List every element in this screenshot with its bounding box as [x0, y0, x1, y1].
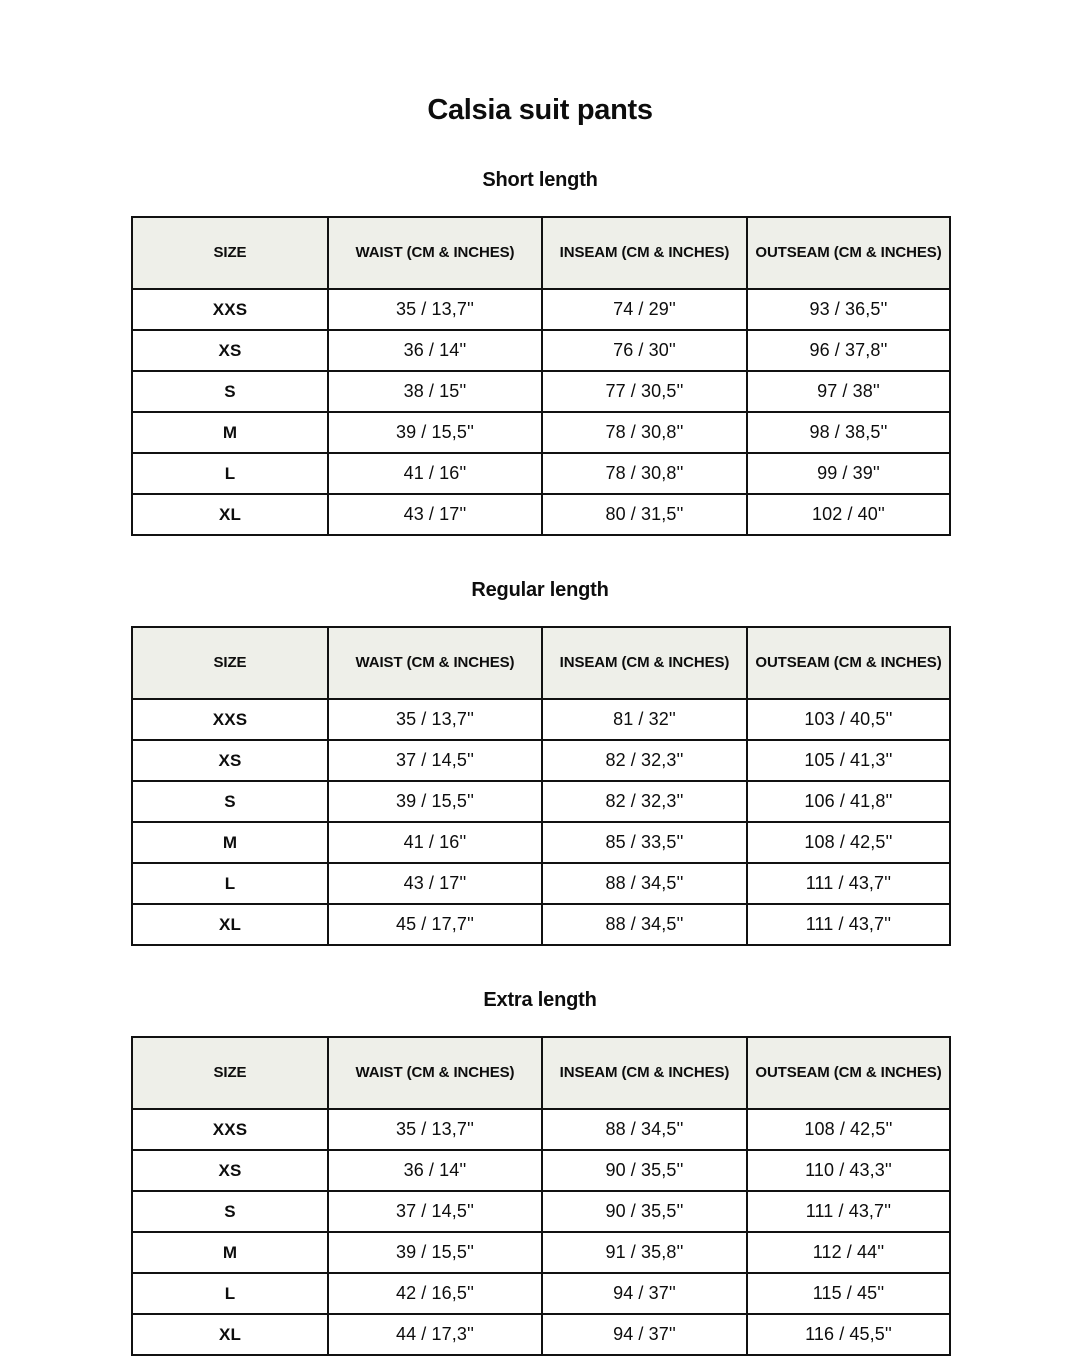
cell-outseam: 93 / 36,5'': [747, 289, 950, 330]
table-row: [132, 412, 950, 453]
cell-outseam: 111 / 43,7'': [747, 904, 950, 945]
cell-waist: 41 / 16'': [328, 822, 542, 863]
cell-size: M: [132, 822, 328, 863]
size-section-short: [0, 127, 1080, 536]
column-header-size: SIZE: [132, 217, 328, 289]
table-row: [132, 371, 950, 412]
cell-outseam: 102 / 40'': [747, 494, 950, 535]
cell-size: XS: [132, 740, 328, 781]
column-header-outseam: OUTSEAM (CM & INCHES): [747, 1037, 950, 1109]
size-table-extra: [131, 1036, 951, 1356]
cell-inseam: 80 / 31,5'': [542, 494, 747, 535]
table-row: [132, 904, 950, 945]
cell-waist: 42 / 16,5'': [328, 1273, 542, 1314]
cell-waist: 45 / 17,7'': [328, 904, 542, 945]
cell-inseam: 78 / 30,8'': [542, 412, 747, 453]
cell-size: XXS: [132, 289, 328, 330]
cell-outseam: 106 / 41,8'': [747, 781, 950, 822]
cell-waist: 36 / 14'': [328, 1150, 542, 1191]
table-row: [132, 781, 950, 822]
size-section-extra: [0, 946, 1080, 1356]
cell-size: S: [132, 1191, 328, 1232]
cell-inseam: 82 / 32,3'': [542, 781, 747, 822]
table-row: [132, 1109, 950, 1150]
cell-waist: 44 / 17,3'': [328, 1314, 542, 1355]
cell-waist: 41 / 16'': [328, 453, 542, 494]
cell-size: XS: [132, 1150, 328, 1191]
page-title: Calsia suit pants: [427, 94, 653, 126]
cell-size: S: [132, 781, 328, 822]
table-row: [132, 1232, 950, 1273]
cell-inseam: 91 / 35,8'': [542, 1232, 747, 1273]
table-container: [131, 192, 949, 536]
cell-outseam: 115 / 45'': [747, 1273, 950, 1314]
cell-outseam: 112 / 44'': [747, 1232, 950, 1273]
table-header-row: [132, 1037, 950, 1109]
table-header-row: [132, 627, 950, 699]
cell-size: S: [132, 371, 328, 412]
cell-inseam: 74 / 29'': [542, 289, 747, 330]
size-table-regular: [131, 626, 951, 946]
section-heading: Short length: [482, 169, 598, 191]
table-header-row: [132, 217, 950, 289]
cell-size: M: [132, 412, 328, 453]
size-table-short: [131, 216, 951, 536]
table-row: [132, 330, 950, 371]
cell-inseam: 88 / 34,5'': [542, 1109, 747, 1150]
cell-waist: 43 / 17'': [328, 863, 542, 904]
cell-inseam: 94 / 37'': [542, 1314, 747, 1355]
table-container: [131, 602, 949, 946]
cell-inseam: 90 / 35,5'': [542, 1150, 747, 1191]
size-section-regular: [0, 536, 1080, 946]
table-row: [132, 1273, 950, 1314]
table-row: [132, 1150, 950, 1191]
cell-outseam: 116 / 45,5'': [747, 1314, 950, 1355]
column-header-waist: WAIST (CM & INCHES): [328, 1037, 542, 1109]
table-row: [132, 494, 950, 535]
cell-waist: 36 / 14'': [328, 330, 542, 371]
cell-outseam: 111 / 43,7'': [747, 863, 950, 904]
cell-outseam: 110 / 43,3'': [747, 1150, 950, 1191]
section-heading: Extra length: [483, 989, 597, 1011]
table-row: [132, 822, 950, 863]
table-row: [132, 863, 950, 904]
cell-outseam: 108 / 42,5'': [747, 822, 950, 863]
column-header-inseam: INSEAM (CM & INCHES): [542, 217, 747, 289]
column-header-waist: WAIST (CM & INCHES): [328, 627, 542, 699]
cell-inseam: 78 / 30,8'': [542, 453, 747, 494]
cell-size: L: [132, 1273, 328, 1314]
table-container: [131, 1012, 949, 1356]
cell-waist: 37 / 14,5'': [328, 740, 542, 781]
table-row: [132, 1314, 950, 1355]
column-header-inseam: INSEAM (CM & INCHES): [542, 1037, 747, 1109]
column-header-size: SIZE: [132, 627, 328, 699]
cell-outseam: 99 / 39'': [747, 453, 950, 494]
cell-inseam: 85 / 33,5'': [542, 822, 747, 863]
cell-inseam: 88 / 34,5'': [542, 904, 747, 945]
cell-inseam: 88 / 34,5'': [542, 863, 747, 904]
cell-waist: 35 / 13,7'': [328, 1109, 542, 1150]
column-header-outseam: OUTSEAM (CM & INCHES): [747, 627, 950, 699]
cell-size: L: [132, 453, 328, 494]
cell-waist: 39 / 15,5'': [328, 1232, 542, 1273]
cell-waist: 39 / 15,5'': [328, 412, 542, 453]
table-row: [132, 453, 950, 494]
cell-size: XXS: [132, 1109, 328, 1150]
cell-inseam: 94 / 37'': [542, 1273, 747, 1314]
cell-outseam: 97 / 38'': [747, 371, 950, 412]
column-header-waist: WAIST (CM & INCHES): [328, 217, 542, 289]
cell-outseam: 111 / 43,7'': [747, 1191, 950, 1232]
cell-size: M: [132, 1232, 328, 1273]
cell-waist: 35 / 13,7'': [328, 699, 542, 740]
cell-size: XS: [132, 330, 328, 371]
cell-outseam: 96 / 37,8'': [747, 330, 950, 371]
table-row: [132, 1191, 950, 1232]
column-header-inseam: INSEAM (CM & INCHES): [542, 627, 747, 699]
cell-outseam: 98 / 38,5'': [747, 412, 950, 453]
cell-waist: 35 / 13,7'': [328, 289, 542, 330]
cell-inseam: 81 / 32'': [542, 699, 747, 740]
table-row: [132, 289, 950, 330]
column-header-size: SIZE: [132, 1037, 328, 1109]
cell-inseam: 77 / 30,5'': [542, 371, 747, 412]
section-heading: Regular length: [471, 579, 609, 601]
cell-size: XL: [132, 1314, 328, 1355]
cell-outseam: 105 / 41,3'': [747, 740, 950, 781]
cell-waist: 37 / 14,5'': [328, 1191, 542, 1232]
cell-size: XL: [132, 494, 328, 535]
column-header-outseam: OUTSEAM (CM & INCHES): [747, 217, 950, 289]
cell-waist: 43 / 17'': [328, 494, 542, 535]
cell-waist: 39 / 15,5'': [328, 781, 542, 822]
cell-outseam: 103 / 40,5'': [747, 699, 950, 740]
cell-size: L: [132, 863, 328, 904]
cell-size: XXS: [132, 699, 328, 740]
table-row: [132, 740, 950, 781]
table-row: [132, 699, 950, 740]
cell-waist: 38 / 15'': [328, 371, 542, 412]
cell-outseam: 108 / 42,5'': [747, 1109, 950, 1150]
cell-inseam: 82 / 32,3'': [542, 740, 747, 781]
cell-size: XL: [132, 904, 328, 945]
cell-inseam: 90 / 35,5'': [542, 1191, 747, 1232]
cell-inseam: 76 / 30'': [542, 330, 747, 371]
